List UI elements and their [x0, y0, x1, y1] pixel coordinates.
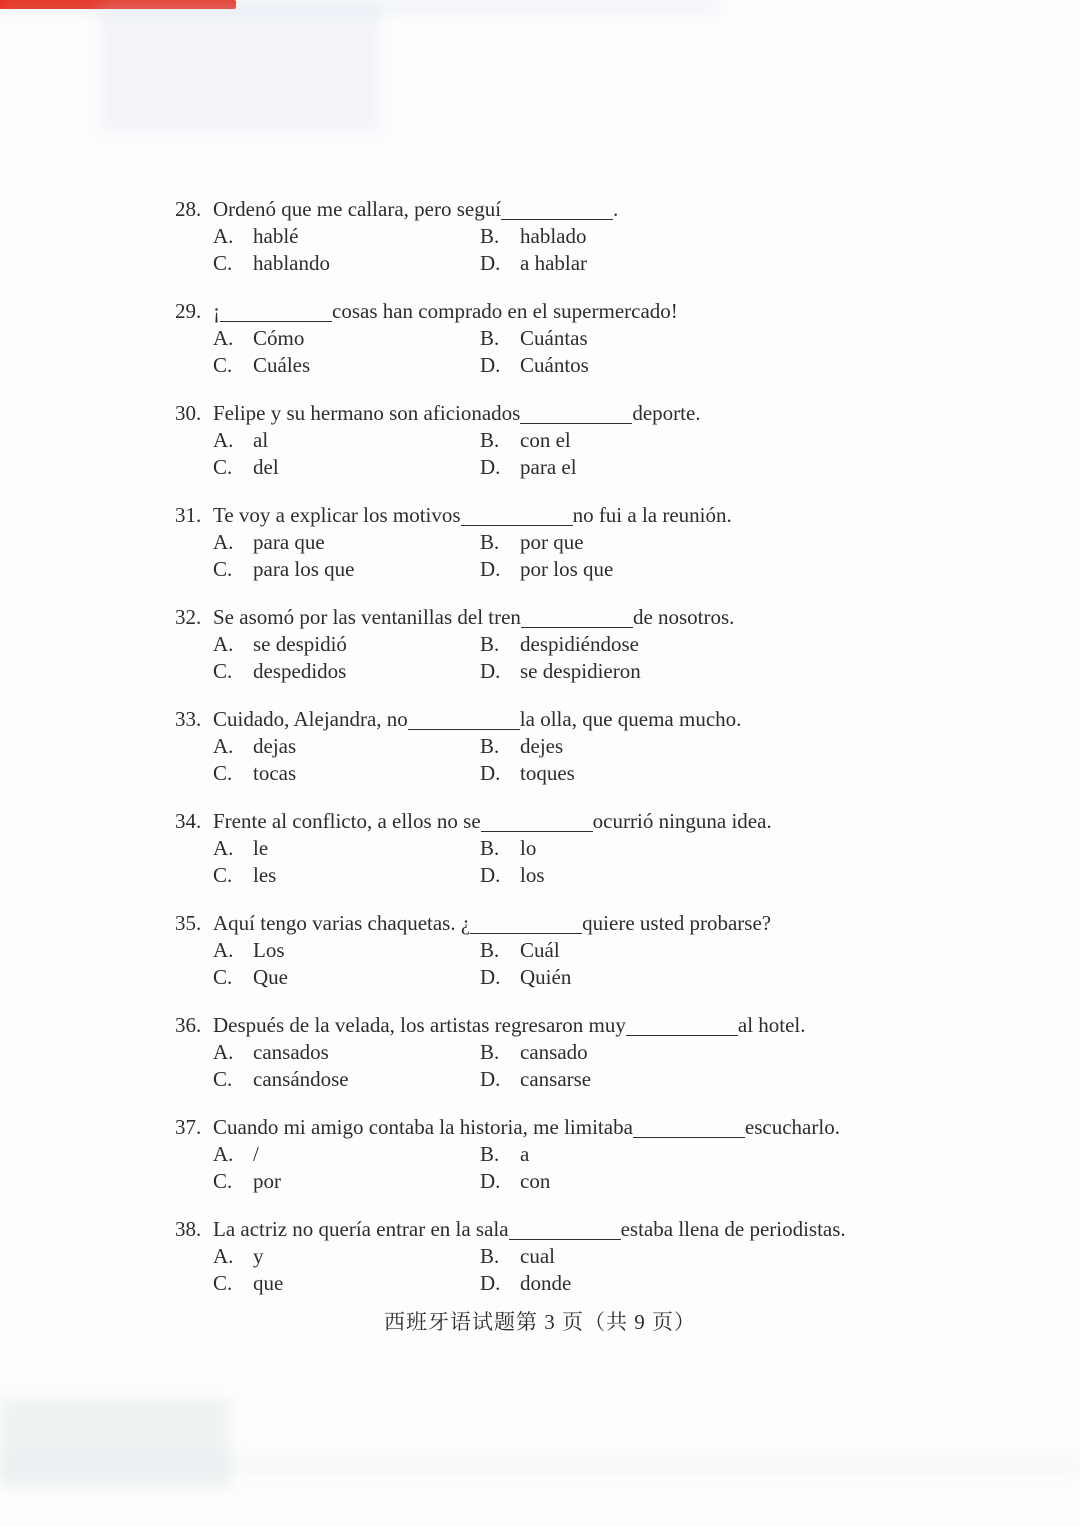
question-number: 37.	[175, 1115, 202, 1139]
option-b	[480, 325, 588, 352]
question-text	[213, 502, 732, 529]
page-footer: 西班牙语试题第 3 页（共 9 页）	[384, 1310, 696, 1334]
option-b	[480, 631, 639, 658]
question-text	[213, 1114, 840, 1141]
question-line	[175, 706, 1025, 733]
question-text-pre: Se asomó por las ventanillas del tren	[213, 605, 521, 629]
question-text-pre: Frente al conflicto, a ellos no se	[213, 809, 481, 833]
option-row	[213, 1270, 1025, 1297]
option-a	[213, 1141, 480, 1168]
option-text: con	[520, 1169, 551, 1193]
options	[175, 631, 1025, 685]
option-text: por	[253, 1169, 281, 1193]
option-letter: D.	[480, 455, 501, 479]
option-a	[213, 835, 480, 862]
option-letter: C.	[213, 761, 233, 785]
option-d	[480, 352, 589, 379]
option-text: se despidieron	[520, 659, 641, 683]
option-c	[213, 250, 480, 277]
question-number: 33.	[175, 707, 202, 731]
option-row	[213, 835, 1025, 862]
option-text: Cuáles	[253, 353, 311, 377]
option-b	[480, 937, 560, 964]
question-item	[175, 808, 1025, 889]
question-item	[175, 298, 1025, 379]
option-text: /	[253, 1142, 259, 1166]
question-item	[175, 400, 1025, 481]
option-letter: D.	[480, 353, 501, 377]
question-text-post: no fui a la reunión.	[572, 503, 732, 527]
option-row	[213, 454, 1025, 481]
question-text-pre: La actriz no quería entrar en la sala	[213, 1217, 509, 1241]
option-letter: D.	[480, 659, 501, 683]
options	[175, 937, 1025, 991]
option-text: los	[520, 863, 545, 887]
option-text: para el	[520, 455, 577, 479]
option-text: para que	[253, 530, 325, 554]
options	[175, 835, 1025, 889]
option-c	[213, 964, 480, 991]
question-item	[175, 1216, 1025, 1297]
option-letter: C.	[213, 1067, 233, 1091]
option-row	[213, 1141, 1025, 1168]
option-c	[213, 1270, 480, 1297]
option-a	[213, 325, 480, 352]
options	[175, 427, 1025, 481]
option-a	[213, 631, 480, 658]
option-d	[480, 1066, 591, 1093]
option-letter: A.	[213, 1142, 234, 1166]
option-d	[480, 964, 571, 991]
question-text-post: .	[613, 197, 619, 221]
option-text: le	[253, 836, 269, 860]
option-a	[213, 733, 480, 760]
question-text-pre: Cuando mi amigo contaba la historia, me limitaba	[213, 1115, 633, 1139]
answer-blank	[521, 623, 633, 628]
option-letter: A.	[213, 326, 234, 350]
question-item	[175, 604, 1025, 685]
option-text: que	[253, 1271, 284, 1295]
question-line	[175, 502, 1025, 529]
answer-blank	[501, 215, 613, 220]
question-text	[213, 706, 741, 733]
question-number: 35.	[175, 911, 202, 935]
answer-blank	[470, 929, 582, 934]
option-row	[213, 631, 1025, 658]
option-letter: A.	[213, 530, 234, 554]
question-item	[175, 502, 1025, 583]
question-list	[175, 196, 1025, 1318]
option-c	[213, 454, 480, 481]
option-letter: A.	[213, 836, 234, 860]
option-d	[480, 1270, 571, 1297]
options	[175, 733, 1025, 787]
option-d	[480, 556, 613, 583]
option-d	[480, 862, 545, 889]
option-text: hablando	[253, 251, 330, 275]
question-item	[175, 1114, 1025, 1195]
option-c	[213, 1168, 480, 1195]
option-letter: C.	[213, 455, 233, 479]
question-text-post: ocurrió ninguna idea.	[592, 809, 772, 833]
question-item	[175, 706, 1025, 787]
question-line	[175, 196, 1025, 223]
option-text: Los	[253, 938, 285, 962]
option-b	[480, 529, 584, 556]
option-text: con el	[520, 428, 571, 452]
option-text: a	[520, 1142, 530, 1166]
option-text: Cómo	[253, 326, 305, 350]
option-letter: B.	[480, 836, 500, 860]
option-text: al	[253, 428, 269, 452]
option-a	[213, 1243, 480, 1270]
option-row	[213, 964, 1025, 991]
option-b	[480, 427, 571, 454]
question-number: 36.	[175, 1013, 202, 1037]
answer-blank	[220, 317, 332, 322]
question-text-post: cosas han comprado en el supermercado!	[332, 299, 678, 323]
option-text: cual	[520, 1244, 555, 1268]
question-text-pre: Felipe y su hermano son aficionados	[213, 401, 521, 425]
option-text: despidiéndose	[520, 632, 639, 656]
question-number: 38.	[175, 1217, 202, 1241]
option-row	[213, 352, 1025, 379]
question-line	[175, 1114, 1025, 1141]
question-line	[175, 400, 1025, 427]
question-line	[175, 1216, 1025, 1243]
option-c	[213, 556, 480, 583]
option-letter: A.	[213, 428, 234, 452]
options	[175, 1141, 1025, 1195]
question-text	[213, 1012, 806, 1039]
scan-artifact	[0, 1455, 1080, 1475]
option-row	[213, 862, 1025, 889]
option-text: cansándose	[253, 1067, 349, 1091]
option-text: por que	[520, 530, 584, 554]
option-text: por los que	[520, 557, 614, 581]
question-text-post: quiere usted probarse?	[582, 911, 772, 935]
option-letter: C.	[213, 251, 233, 275]
option-b	[480, 223, 586, 250]
question-text-pre: Cuidado, Alejandra, no	[213, 707, 408, 731]
option-letter: D.	[480, 557, 501, 581]
option-row	[213, 1066, 1025, 1093]
answer-blank	[461, 521, 573, 526]
option-text: cansarse	[520, 1067, 592, 1091]
option-letter: B.	[480, 938, 500, 962]
option-row	[213, 937, 1025, 964]
option-c	[213, 862, 480, 889]
question-text-pre: ¡	[213, 299, 220, 323]
option-text: Quién	[520, 965, 572, 989]
question-text-pre: Ordenó que me callara, pero seguí	[213, 197, 502, 221]
question-number: 31.	[175, 503, 202, 527]
option-row	[213, 427, 1025, 454]
option-row	[213, 250, 1025, 277]
answer-blank	[481, 827, 593, 832]
option-row	[213, 1243, 1025, 1270]
option-letter: B.	[480, 326, 500, 350]
option-c	[213, 1066, 480, 1093]
option-row	[213, 556, 1025, 583]
option-b	[480, 733, 563, 760]
option-row	[213, 658, 1025, 685]
question-text-post: deporte.	[632, 401, 701, 425]
option-letter: B.	[480, 734, 500, 758]
option-letter: C.	[213, 557, 233, 581]
option-text: lo	[520, 836, 537, 860]
option-letter: B.	[480, 1142, 500, 1166]
option-letter: D.	[480, 1169, 501, 1193]
question-text-post: al hotel.	[737, 1013, 806, 1037]
answer-blank	[626, 1031, 738, 1036]
question-line	[175, 808, 1025, 835]
option-a	[213, 937, 480, 964]
option-text: y	[253, 1244, 264, 1268]
question-text	[213, 298, 678, 325]
question-text-pre: Te voy a explicar los motivos	[213, 503, 461, 527]
option-c	[213, 352, 480, 379]
question-line	[175, 298, 1025, 325]
question-item	[175, 1012, 1025, 1093]
option-text: Cuántos	[520, 353, 589, 377]
question-text-post: de nosotros.	[632, 605, 735, 629]
option-letter: B.	[480, 428, 500, 452]
option-text: tocas	[253, 761, 297, 785]
option-row	[213, 1168, 1025, 1195]
option-letter: D.	[480, 863, 501, 887]
answer-blank	[520, 419, 632, 424]
option-letter: A.	[213, 734, 234, 758]
option-row	[213, 1039, 1025, 1066]
option-text: a hablar	[520, 251, 588, 275]
question-number: 30.	[175, 401, 202, 425]
option-letter: B.	[480, 530, 500, 554]
option-text: hablé	[253, 224, 299, 248]
option-d	[480, 658, 641, 685]
question-number: 29.	[175, 299, 202, 323]
options	[175, 1039, 1025, 1093]
question-text	[213, 910, 771, 937]
question-text	[213, 1216, 846, 1243]
option-a	[213, 1039, 480, 1066]
question-number: 32.	[175, 605, 202, 629]
options	[175, 325, 1025, 379]
option-text: cansado	[520, 1040, 588, 1064]
option-letter: A.	[213, 1244, 234, 1268]
option-row	[213, 223, 1025, 250]
option-letter: D.	[480, 1067, 501, 1091]
option-text: cansados	[253, 1040, 329, 1064]
option-text: dejes	[520, 734, 564, 758]
option-a	[213, 529, 480, 556]
option-text: toques	[520, 761, 575, 785]
option-row	[213, 325, 1025, 352]
option-letter: C.	[213, 1271, 233, 1295]
option-c	[213, 658, 480, 685]
option-letter: B.	[480, 1244, 500, 1268]
option-letter: A.	[213, 224, 234, 248]
option-letter: C.	[213, 965, 233, 989]
scan-artifact	[100, 2, 380, 132]
option-row	[213, 760, 1025, 787]
answer-blank	[408, 725, 520, 730]
option-text: Cuál	[520, 938, 560, 962]
option-b	[480, 1141, 529, 1168]
question-number: 28.	[175, 197, 202, 221]
question-text-pre: Aquí tengo varias chaquetas. ¿	[213, 911, 471, 935]
option-letter: B.	[480, 632, 500, 656]
option-b	[480, 835, 536, 862]
option-text: se despidió	[253, 632, 347, 656]
option-d	[480, 760, 575, 787]
question-text	[213, 196, 618, 223]
option-letter: C.	[213, 1169, 233, 1193]
option-row	[213, 529, 1025, 556]
question-text-pre: Después de la velada, los artistas regresaron muy	[213, 1013, 626, 1037]
options	[175, 1243, 1025, 1297]
option-letter: C.	[213, 659, 233, 683]
option-d	[480, 250, 587, 277]
option-text: Cuántas	[520, 326, 588, 350]
options	[175, 223, 1025, 277]
option-letter: A.	[213, 938, 234, 962]
option-text: les	[253, 863, 277, 887]
option-c	[213, 760, 480, 787]
question-text-post: estaba llena de periodistas.	[620, 1217, 846, 1241]
option-letter: C.	[213, 353, 233, 377]
option-text: para los que	[253, 557, 355, 581]
option-letter: A.	[213, 632, 234, 656]
top-red-artifact-bar	[0, 0, 236, 9]
option-text: dejas	[253, 734, 297, 758]
option-letter: D.	[480, 965, 501, 989]
option-letter: D.	[480, 1271, 501, 1295]
question-text	[213, 808, 772, 835]
option-d	[480, 1168, 550, 1195]
option-b	[480, 1039, 588, 1066]
question-line	[175, 604, 1025, 631]
question-text	[213, 604, 734, 631]
scan-artifact	[0, 1398, 230, 1488]
option-text: Que	[253, 965, 288, 989]
option-letter: B.	[480, 1040, 500, 1064]
option-letter: C.	[213, 863, 233, 887]
option-a	[213, 223, 480, 250]
question-text-post: escucharlo.	[744, 1115, 840, 1139]
question-number: 34.	[175, 809, 202, 833]
question-text-post: la olla, que quema mucho.	[519, 707, 742, 731]
option-letter: A.	[213, 1040, 234, 1064]
question-item	[175, 910, 1025, 991]
question-line	[175, 1012, 1025, 1039]
answer-blank	[509, 1235, 621, 1240]
option-text: hablado	[520, 224, 587, 248]
option-row	[213, 733, 1025, 760]
option-d	[480, 454, 577, 481]
option-letter: D.	[480, 251, 501, 275]
question-line	[175, 910, 1025, 937]
option-text: del	[253, 455, 279, 479]
option-text: despedidos	[253, 659, 347, 683]
option-text: donde	[520, 1271, 572, 1295]
option-letter: D.	[480, 761, 501, 785]
option-b	[480, 1243, 555, 1270]
options	[175, 529, 1025, 583]
option-letter: B.	[480, 224, 500, 248]
question-text	[213, 400, 701, 427]
question-item	[175, 196, 1025, 277]
option-a	[213, 427, 480, 454]
answer-blank	[633, 1133, 745, 1138]
